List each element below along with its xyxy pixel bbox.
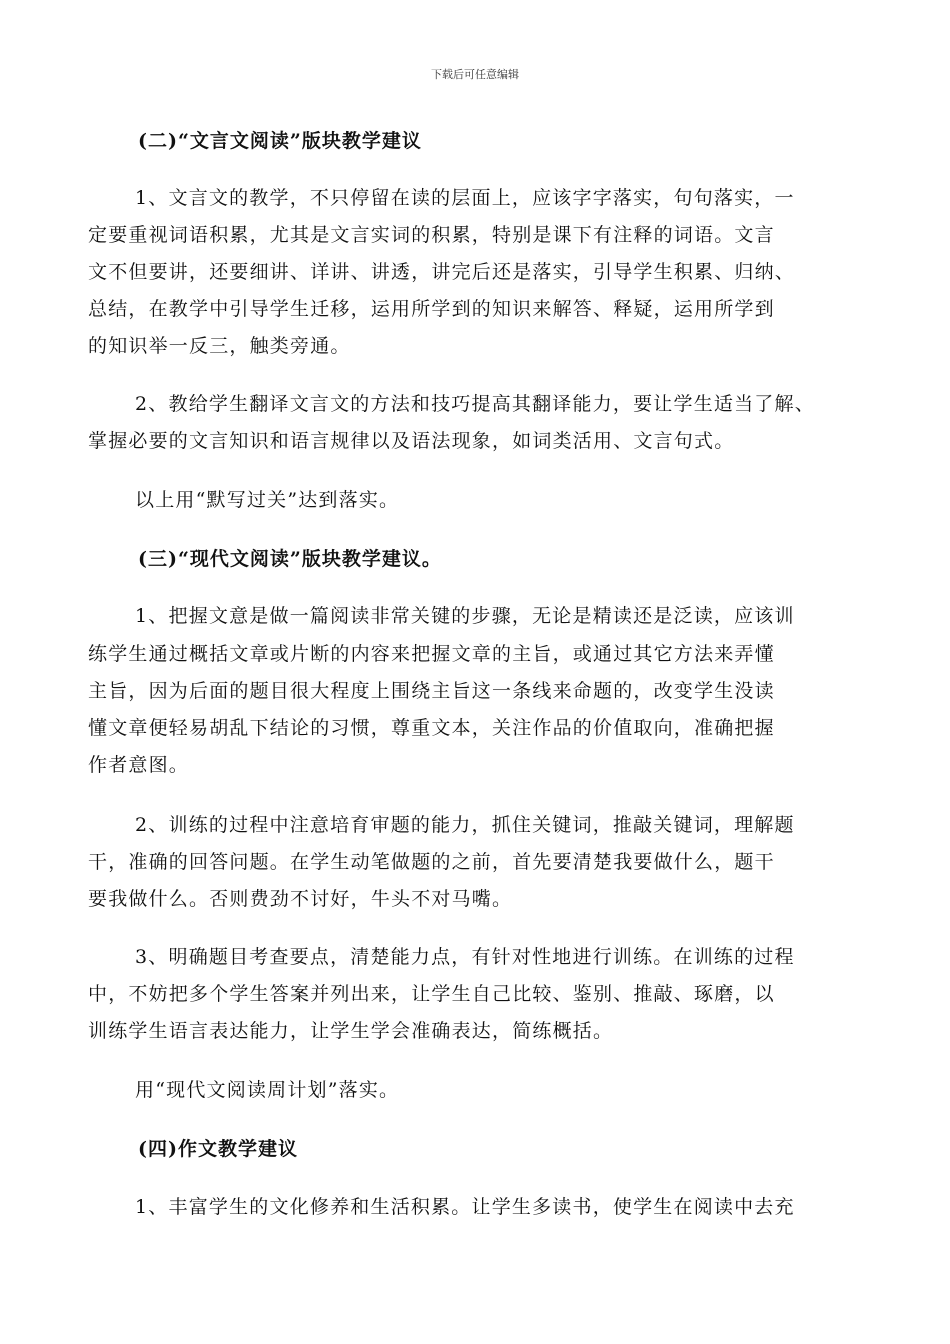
paragraph-line: 总结，在教学中引导学生迁移，运用所学到的知识来解答、释疑，运用所学到	[88, 298, 775, 320]
paragraph-line: 用“现代文阅读周计划”落实。	[135, 1079, 400, 1101]
section-heading: (二)“文言文阅读”版块教学建议	[138, 130, 422, 152]
paragraph-line: 1、文言文的教学，不只停留在读的层面上，应该字字落实，句句落实，一	[135, 187, 795, 209]
paragraph-line: 要我做什么。否则费劲不讨好，牛头不对马嘴。	[88, 888, 513, 910]
paragraph-line: 练学生通过概括文章或片断的内容来把握文章的主旨，或通过其它方法来弄懂	[88, 643, 775, 665]
paragraph-line: 训练学生语言表达能力，让学生学会准确表达，简练概括。	[88, 1020, 614, 1042]
paragraph-line: 以上用“默写过关”达到落实。	[135, 489, 400, 511]
paragraph-line: 中，不妨把多个学生答案并列出来，让学生自己比较、鉴别、推敲、琢磨，以	[88, 983, 775, 1005]
paragraph-line: 文不但要讲，还要细讲、详讲、讲透，讲完后还是落实，引导学生积累、归纳、	[88, 261, 796, 283]
paragraph-line: 2、训练的过程中注意培育审题的能力，抓住关键词，推敲关键词，理解题	[135, 814, 795, 836]
paragraph-line: 2、教给学生翻译文言文的方法和技巧提高其翻译能力，要让学生适当了解、	[135, 393, 815, 415]
paragraph-line: 干，准确的回答问题。在学生动笔做题的之前，首先要清楚我要做什么，题干	[88, 851, 775, 873]
page-header: 下载后可任意编辑	[431, 68, 519, 81]
section-heading: (四)作文教学建议	[138, 1138, 298, 1160]
paragraph-line: 定要重视词语积累，尤其是文言实词的积累，特别是课下有注释的词语。文言	[88, 224, 775, 246]
paragraph-line: 作者意图。	[88, 754, 190, 776]
paragraph-line: 1、丰富学生的文化修养和生活积累。让学生多读书，使学生在阅读中去充	[135, 1196, 795, 1218]
section-heading: (三)“现代文阅读”版块教学建议。	[138, 548, 442, 570]
paragraph-line: 懂文章便轻易胡乱下结论的习惯，尊重文本，关注作品的价值取向，准确把握	[88, 717, 775, 739]
paragraph-line: 1、把握文意是做一篇阅读非常关键的步骤，无论是精读还是泛读，应该训	[135, 605, 795, 627]
paragraph-line: 的知识举一反三，触类旁通。	[88, 335, 351, 357]
paragraph-line: 掌握必要的文言知识和语言规律以及语法现象，如词类活用、文言句式。	[88, 430, 735, 452]
paragraph-line: 3、明确题目考查要点，清楚能力点，有针对性地进行训练。在训练的过程	[135, 946, 795, 968]
paragraph-line: 主旨，因为后面的题目很大程度上围绕主旨这一条线来命题的，改变学生没读	[88, 680, 775, 702]
